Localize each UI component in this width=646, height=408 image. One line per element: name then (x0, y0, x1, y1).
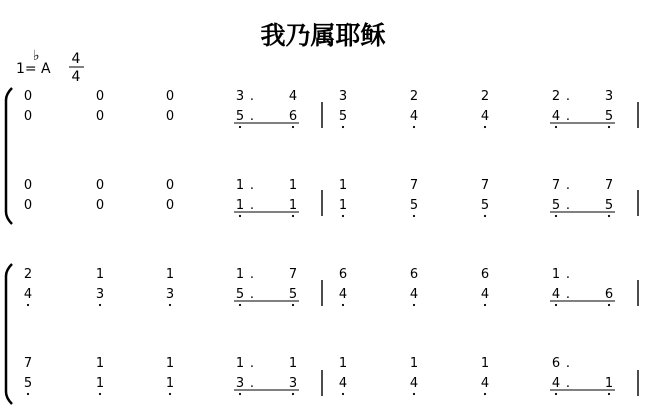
note: 0 (165, 89, 175, 104)
note: 1 (235, 267, 245, 282)
octave-dot (342, 126, 344, 128)
note: 5 (235, 109, 245, 124)
octave-dot (292, 393, 294, 395)
octave-dot (555, 304, 557, 306)
octave-dot (342, 393, 344, 395)
note: 1 (95, 356, 105, 371)
note: 4 (480, 287, 490, 302)
octave-dot (484, 126, 486, 128)
note: 1 (95, 267, 105, 282)
duration-dot: . (249, 178, 255, 193)
system-brackets (6, 88, 12, 404)
note: 1 (338, 356, 348, 371)
note: 0 (95, 198, 105, 213)
note: 1 (235, 356, 245, 371)
note: 5 (604, 198, 614, 213)
octave-dot (99, 393, 101, 395)
note: 1 (288, 356, 298, 371)
note: 7 (604, 178, 614, 193)
note: 0 (23, 109, 33, 124)
note: 0 (23, 178, 33, 193)
system-bracket-2 (6, 264, 12, 404)
note: 5 (338, 109, 348, 124)
octave-dot (608, 393, 610, 395)
octave-dot (99, 304, 101, 306)
octave-dot (342, 215, 344, 217)
octave-dot (555, 126, 557, 128)
note: 4 (409, 287, 419, 302)
octave-dot (27, 393, 29, 395)
note: 3 (338, 89, 348, 104)
note: 1 (338, 198, 348, 213)
duration-dot: . (249, 267, 255, 282)
note: 1 (604, 376, 614, 391)
note: 1 (165, 376, 175, 391)
duration-dot: . (565, 267, 571, 282)
key-note: A (41, 61, 51, 77)
duration-dot: . (565, 89, 571, 104)
note: 4 (480, 109, 490, 124)
system-bracket-1 (6, 88, 12, 224)
note: 0 (23, 198, 33, 213)
note: 5 (480, 198, 490, 213)
note: 2 (409, 89, 419, 104)
note: 4 (409, 109, 419, 124)
octave-dot (608, 126, 610, 128)
duration-dot: . (249, 198, 255, 213)
note: 1 (165, 267, 175, 282)
octave-dot (27, 304, 29, 306)
note: 1 (288, 198, 298, 213)
note: 6 (551, 356, 561, 371)
note: 7 (288, 267, 298, 282)
octave-dot (292, 215, 294, 217)
notes-layer (24, 89, 615, 395)
key-signature (16, 48, 84, 85)
octave-dot (484, 215, 486, 217)
note: 1 (165, 356, 175, 371)
note: 3 (235, 376, 245, 391)
duration-dot: . (565, 109, 571, 124)
duration-dot: . (565, 178, 571, 193)
octave-dot (413, 215, 415, 217)
note: 5 (551, 198, 561, 213)
note: 2 (551, 89, 561, 104)
octave-dot (342, 304, 344, 306)
note: 1 (551, 267, 561, 282)
octave-dot (292, 304, 294, 306)
duration-dot: . (249, 356, 255, 371)
note: 5 (235, 287, 245, 302)
octave-dot (239, 215, 241, 217)
note: 0 (165, 178, 175, 193)
duration-dot: . (565, 287, 571, 302)
duration-dot: . (249, 89, 255, 104)
note: 3 (165, 287, 175, 302)
duration-dot: . (565, 198, 571, 213)
note: 5 (604, 109, 614, 124)
note: 5 (288, 287, 298, 302)
note: 0 (165, 109, 175, 124)
octave-dot (555, 215, 557, 217)
duration-dot: . (249, 376, 255, 391)
note: 1 (409, 356, 419, 371)
octave-dot (608, 304, 610, 306)
octave-dot (555, 393, 557, 395)
flat-icon: ♭ (33, 48, 40, 64)
note: 4 (338, 376, 348, 391)
octave-dot (169, 393, 171, 395)
note: 3 (604, 89, 614, 104)
note: 1 (235, 178, 245, 193)
duration-dot: . (565, 376, 571, 391)
bar-lines (322, 102, 638, 396)
time-signature-top: 4 (71, 51, 81, 67)
octave-dot (239, 304, 241, 306)
note: 1 (288, 178, 298, 193)
duration-dot: . (249, 109, 255, 124)
note: 0 (95, 178, 105, 193)
key-prefix: 1= (16, 61, 37, 77)
note: 0 (95, 109, 105, 124)
note: 4 (551, 287, 561, 302)
octave-dot (413, 304, 415, 306)
note: 6 (338, 267, 348, 282)
note: 4 (23, 287, 33, 302)
note: 7 (409, 178, 419, 193)
note: 4 (409, 376, 419, 391)
note: 6 (288, 109, 298, 124)
time-signature-bottom: 4 (71, 69, 81, 85)
octave-dot (484, 393, 486, 395)
note: 0 (23, 89, 33, 104)
note: 1 (95, 376, 105, 391)
note: 6 (409, 267, 419, 282)
note: 5 (23, 376, 33, 391)
note: 1 (338, 178, 348, 193)
octave-dot (413, 126, 415, 128)
octave-dot (292, 126, 294, 128)
note: 5 (409, 198, 419, 213)
note: 3 (235, 89, 245, 104)
note: 4 (480, 376, 490, 391)
octave-dot (239, 126, 241, 128)
duration-dot: . (249, 287, 255, 302)
note: 2 (23, 267, 33, 282)
note: 6 (480, 267, 490, 282)
note: 7 (551, 178, 561, 193)
note: 1 (235, 198, 245, 213)
note: 7 (23, 356, 33, 371)
note: 7 (480, 178, 490, 193)
octave-dot (169, 304, 171, 306)
note: 6 (604, 287, 614, 302)
note: 4 (338, 287, 348, 302)
note: 0 (165, 198, 175, 213)
note: 0 (95, 89, 105, 104)
octave-dot (608, 215, 610, 217)
note: 4 (288, 89, 298, 104)
note: 4 (551, 109, 561, 124)
note: 4 (551, 376, 561, 391)
octave-dot (484, 304, 486, 306)
duration-dot: . (565, 356, 571, 371)
note: 2 (480, 89, 490, 104)
note: 3 (95, 287, 105, 302)
note: 1 (480, 356, 490, 371)
octave-dot (239, 393, 241, 395)
octave-dot (413, 393, 415, 395)
song-title: 我乃属耶稣 (260, 21, 386, 50)
note: 3 (288, 376, 298, 391)
